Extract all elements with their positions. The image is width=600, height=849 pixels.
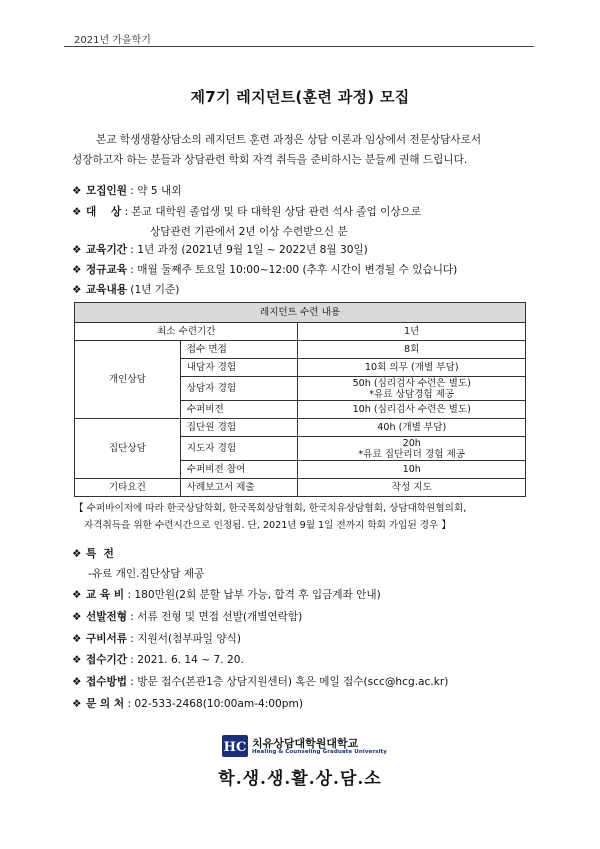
- table-value: 40h (개별 부담): [298, 419, 526, 437]
- page-title: 제7기 레지던트(훈련 과정) 모집: [190, 88, 410, 106]
- recruit-value: 약 5 내외: [137, 185, 182, 197]
- application-period-label: 접수기간: [86, 654, 127, 666]
- table-item: 집단원 경험: [180, 419, 298, 437]
- fee-row: [72, 587, 552, 603]
- fee-label: 교 육 비: [86, 589, 125, 601]
- bullet-icon: ❖: [72, 633, 82, 645]
- contact-label: 문 의 처: [86, 698, 125, 710]
- other-category: 기타요건: [75, 479, 181, 497]
- special-item: -유료 개인.집단상담 제공: [88, 568, 205, 580]
- period-label: 교육기간: [86, 244, 127, 256]
- documents-value: 지원서(첨부파일 양식): [137, 633, 241, 645]
- application-period-row: [72, 652, 552, 668]
- bullet-icon: ❖: [72, 244, 82, 256]
- application-method-label: 접수방법: [86, 676, 127, 688]
- contact-value: 02-533-2468(10:00am-4:00pm): [134, 698, 303, 710]
- bullet-icon: ❖: [72, 284, 82, 296]
- table-value-cell: [298, 377, 526, 401]
- fee-value: 180만원(2회 분할 납부 가능, 합격 후 입금계좌 안내): [134, 589, 381, 601]
- separator: :: [126, 244, 138, 256]
- documents-label: 구비서류: [86, 633, 127, 645]
- contact-row: [72, 696, 552, 712]
- documents-row: [72, 631, 552, 647]
- university-name-en: Healing & Counseling Graduate University: [252, 749, 387, 755]
- center-name: 학.생.생.활.상.담.소: [218, 769, 382, 789]
- special-heading: [72, 546, 114, 561]
- bullet-icon: ❖: [72, 676, 82, 688]
- bullet-icon: ❖: [72, 654, 82, 666]
- separator: :: [126, 185, 138, 197]
- regular-value: 매월 둘째주 토요일 10:00~12:00 (추후 시간이 변경될 수 있습니다): [137, 264, 458, 276]
- table-item: 수퍼비전: [180, 401, 298, 419]
- regular-row: [72, 262, 552, 278]
- min-period-label: 최소 수련기간: [75, 323, 298, 341]
- university-name-kr: 치유상담대학원대학교: [252, 737, 359, 750]
- table-row: [75, 323, 526, 341]
- content-label: 교육내용: [86, 284, 127, 296]
- separator: :: [121, 206, 132, 218]
- table-row: [75, 419, 526, 437]
- table-header: 레지던트 수련 내용: [75, 303, 526, 323]
- intro-paragraph: [72, 130, 542, 170]
- content-value: (1년 기준): [126, 284, 180, 296]
- recruit-row: [72, 183, 552, 199]
- bullet-icon: ❖: [72, 264, 82, 276]
- min-period-value: 1년: [298, 323, 526, 341]
- period-row: [72, 242, 552, 258]
- special-title: 특 전: [86, 548, 114, 560]
- table-item: 수퍼비전 참여: [180, 461, 298, 479]
- table-value: 8회: [298, 341, 526, 359]
- table-value-note: *유료 상담경험 제공: [369, 388, 455, 400]
- table-row: [75, 341, 526, 359]
- separator: :: [126, 633, 138, 645]
- separator: :: [126, 264, 138, 276]
- table-item: 접수 면접: [180, 341, 298, 359]
- separator: :: [126, 654, 138, 666]
- individual-category: 개인상담: [75, 341, 181, 419]
- note-line: 자격취득을 위한 수련시간으로 인정됨. 단, 2021년 9월 1일 전까지 학회 가입된 경우 】: [84, 520, 451, 531]
- bullet-icon: ❖: [72, 206, 82, 218]
- bullet-icon: ❖: [72, 185, 82, 197]
- group-category: 집단상담: [75, 419, 181, 479]
- target-value: 본교 대학원 졸업생 및 타 대학원 상담 관련 석사 졸업 이상으로: [131, 206, 422, 218]
- intro-line: 본교 학생생활상담소의 레지던트 훈련 과정은 상담 이론과 임상에서 전문상담사로서: [96, 134, 482, 146]
- separator: :: [126, 611, 138, 623]
- table-item: 상담자 경험: [180, 377, 298, 401]
- semester-label: 2021년 가을학기: [74, 35, 151, 46]
- content-row: [72, 282, 552, 298]
- table-value: 10회 의무 (개별 부담): [298, 359, 526, 377]
- table-value: 10h: [298, 461, 526, 479]
- target-value-line2: 상담관련 기관에서 2년 이상 수련받으신 분: [150, 226, 348, 238]
- selection-label: 선발전형: [86, 611, 127, 623]
- table-item: 내담자 경험: [180, 359, 298, 377]
- bullet-icon: ❖: [72, 611, 82, 623]
- regular-label: 정규교육: [86, 264, 127, 276]
- separator: :: [124, 698, 135, 710]
- table-value-cell: [298, 437, 526, 461]
- period-value: 1년 과정 (2021년 9월 1일 ~ 2022년 8월 30일): [137, 244, 368, 256]
- note-line: 【 수퍼바이저에 따라 한국상담학회, 한국목회상담협회, 한국치유상담협회, 상담대학원협의회,: [74, 503, 467, 514]
- bullet-icon: ❖: [72, 548, 82, 560]
- application-method-value: 방문 접수(본관1층 상담지원센터) 혹은 메일 접수(scc@hcg.ac.kr): [137, 676, 449, 688]
- intro-line: 성장하고자 하는 분들과 상담관련 학회 자격 취득을 준비하시는 분들께 권해 드립니다.: [72, 154, 468, 166]
- table-value: 20h: [402, 437, 421, 449]
- recruit-label: 모집인원: [86, 185, 127, 197]
- table-value: 10h (심리검사 수련은 별도): [298, 401, 526, 419]
- table-item: 사례보고서 제출: [180, 479, 298, 497]
- accreditation-note: [74, 500, 534, 534]
- table-item: 지도자 경험: [180, 437, 298, 461]
- table-value-note: *유료 집단리더 경험 제공: [358, 448, 466, 460]
- bullet-icon: ❖: [72, 589, 82, 601]
- target-row: [72, 204, 552, 220]
- logo-mark-text: HC: [223, 740, 247, 755]
- separator: :: [124, 589, 135, 601]
- table-value: 50h (심리검사 수련은 별도): [352, 377, 471, 389]
- selection-row: [72, 609, 552, 625]
- target-label: 대 상: [86, 206, 122, 218]
- selection-value: 서류 전형 및 면접 선발(개별연락함): [137, 611, 303, 623]
- training-table: [74, 302, 526, 497]
- university-emblem-icon: [222, 735, 248, 757]
- application-period-value: 2021. 6. 14 ~ 7. 20.: [137, 654, 244, 666]
- separator: :: [126, 676, 138, 688]
- table-row: [75, 479, 526, 497]
- application-method-row: [72, 674, 552, 690]
- header-divider: [64, 46, 534, 47]
- bullet-icon: ❖: [72, 698, 82, 710]
- table-value: 작성 지도: [298, 479, 526, 497]
